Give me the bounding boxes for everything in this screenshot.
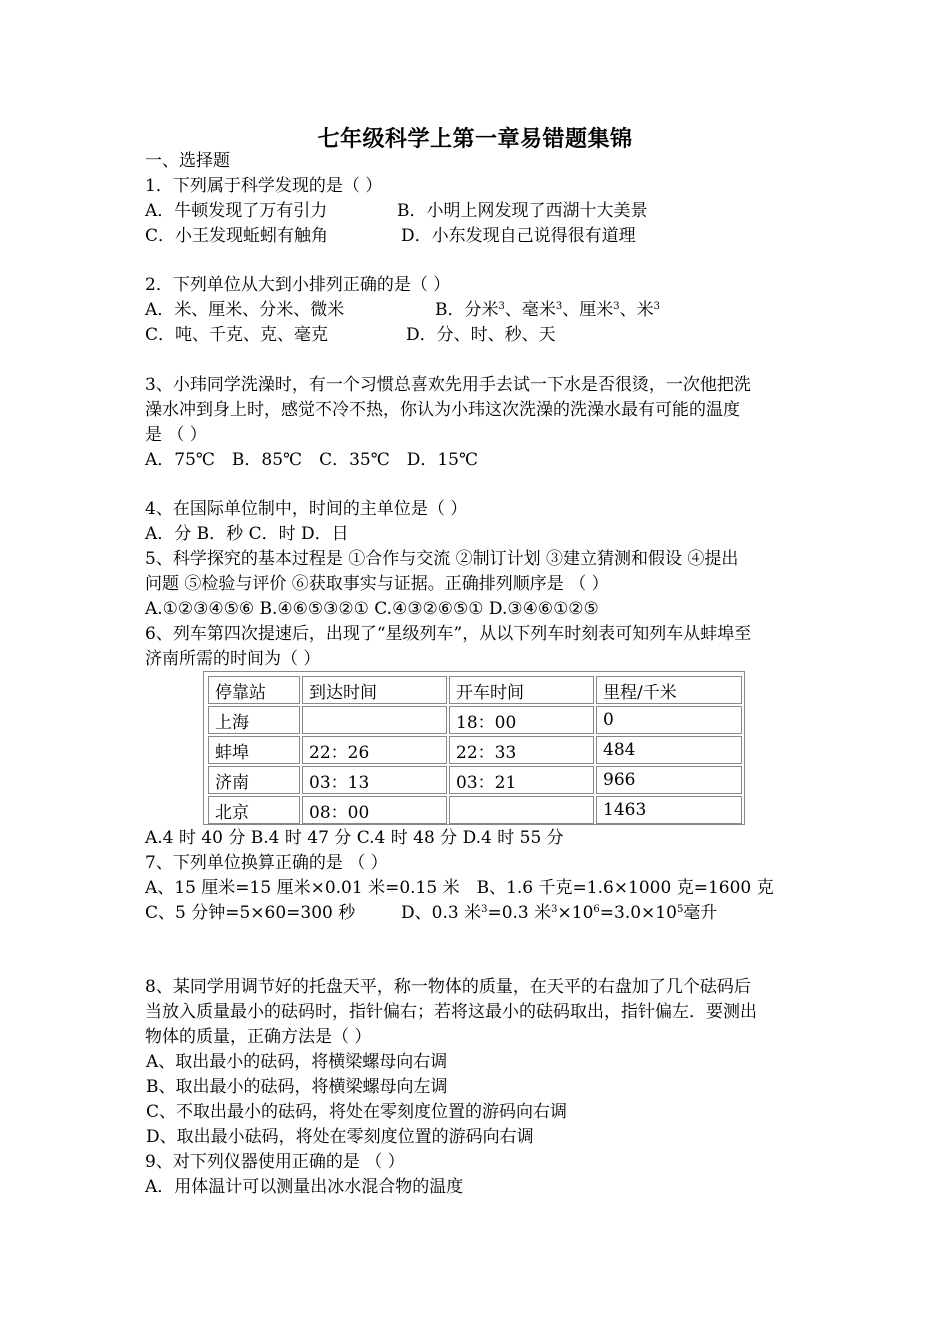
table-header-cell: 到达时间: [302, 676, 447, 704]
section-heading: 一、选择题: [145, 151, 230, 171]
q5-options: A.①②③④⑤⑥ B.④⑥⑤③②① C.④③②⑥⑤① D.③④⑥①②⑤: [145, 599, 599, 619]
q7-options-ab: A、15 厘米=15 厘米×0.01 米=0.15 米 B、1.6 千克=1.6×1000 克=1600 克: [145, 878, 774, 898]
q6-line-1: 6、列车第四次提速后，出现了“星级列车”，从以下列车时刻表可知列车从蚌埠至: [145, 624, 752, 644]
q7-stem: 7、下列单位换算正确的是 （ ）: [145, 853, 388, 873]
q3-line-1: 3、小玮同学洗澡时，有一个习惯总喜欢先用手去试一下水是否很烫，一次他把洗: [145, 375, 751, 395]
document-title: 七年级科学上第一章易错题集锦: [317, 126, 633, 152]
q1-options-ab: [145, 199, 648, 223]
q2-option-a: A．米、厘米、分米、微米: [145, 300, 345, 320]
q1-option-d: D．小东发现自己说得很有道理: [401, 226, 636, 246]
q3-options: A．75℃ B．85℃ C．35℃ D．15℃: [145, 450, 479, 470]
q8-option-d: D、取出最小砝码，将处在零刻度位置的游码向右调: [146, 1127, 534, 1147]
table-cell: [449, 796, 594, 824]
q7-option-d: D、0.3 米$^3$=0.3 米$^3\times 10^6=3.0\times 10^5$毫升: [401, 903, 718, 923]
q2-options-cd: [145, 323, 556, 347]
table-cell: 18：00: [449, 706, 594, 734]
train-timetable: [203, 671, 745, 825]
table-header-row: [208, 676, 742, 704]
q8-option-a: A、取出最小的砝码，将横梁螺母向右调: [146, 1052, 448, 1072]
q8-line-1: 8、某同学用调节好的托盘天平，称一物体的质量，在天平的右盘加了几个砝码后: [145, 977, 751, 997]
table-row: [208, 766, 742, 794]
q1-stem: 1．下列属于科学发现的是（ ）: [145, 176, 383, 196]
q8-line-2: 当放入质量最小的砝码时，指针偏右；若将这最小的砝码取出，指针偏左．要测出: [145, 1002, 757, 1022]
q1-option-a: A．牛顿发现了万有引力: [145, 201, 328, 221]
q1-option-b: B．小明上网发现了西湖十大美景: [397, 201, 648, 221]
q8-option-b: B、取出最小的砝码，将横梁螺母向左调: [146, 1077, 448, 1097]
table-cell: 上海: [208, 706, 300, 734]
table-cell: [302, 706, 447, 734]
table-cell: 济南: [208, 766, 300, 794]
q9-option-a: A．用体温计可以测量出冰水混合物的温度: [145, 1177, 464, 1197]
table-cell: 03：13: [302, 766, 447, 794]
table-row: [208, 736, 742, 764]
q3-line-2: 澡水冲到身上时，感觉不冷不热，你认为小玮这次洗澡的洗澡水最有可能的温度: [145, 400, 740, 420]
q4-options: A．分 B．秒 C．时 D．日: [145, 524, 349, 544]
table-cell: 北京: [208, 796, 300, 824]
q3-line-3: 是 （ ）: [145, 425, 207, 445]
table-row: [208, 796, 742, 824]
table-cell: 蚌埠: [208, 736, 300, 764]
q7-options-cd: [145, 901, 717, 925]
q6-options: A.4 时 40 分 B.4 时 47 分 C.4 时 48 分 D.4 时 55 分: [145, 828, 564, 848]
q5-line-1: 5、科学探究的基本过程是 ①合作与交流 ②制订计划 ③建立猜测和假设 ④提出: [145, 549, 739, 569]
q4-stem: 4、在国际单位制中，时间的主单位是（ ）: [145, 499, 468, 519]
q2-option-d: D．分、时、秒、天: [406, 325, 556, 345]
table-cell: 08：00: [302, 796, 447, 824]
table-cell: 484: [596, 736, 742, 764]
table-cell: 22：33: [449, 736, 594, 764]
q1-options-cd: [145, 224, 636, 248]
table-cell: 1463: [596, 796, 742, 824]
table-cell: 03：21: [449, 766, 594, 794]
q6-line-2: 济南所需的时间为（ ）: [145, 649, 321, 669]
q2-option-c: C．吨、千克、克、毫克: [145, 325, 329, 345]
q2-option-b: B．分米$^3$、毫米$^3$、厘米$^3$、米$^3$: [435, 300, 660, 320]
q8-option-c: C、不取出最小的砝码，将处在零刻度位置的游码向右调: [146, 1102, 568, 1122]
table-row: [208, 706, 742, 734]
q1-option-c: C．小王发现蚯蚓有触角: [145, 226, 329, 246]
table-cell: 966: [596, 766, 742, 794]
q7-option-c: C、5 分钟=5×60=300 秒: [145, 903, 356, 923]
table-header-cell: 停靠站: [208, 676, 300, 704]
q2-stem: 2．下列单位从大到小排列正确的是（ ）: [145, 275, 451, 295]
table-cell: 22：26: [302, 736, 447, 764]
table-cell: 0: [596, 706, 742, 734]
q8-line-3: 物体的质量，正确方法是（ ）: [145, 1027, 372, 1047]
table-header-cell: 开车时间: [449, 676, 594, 704]
table-header-cell: 里程/千米: [596, 676, 742, 704]
q2-options-ab: [145, 298, 660, 322]
q9-stem: 9、对下列仪器使用正确的是 （ ）: [145, 1152, 405, 1172]
q5-line-2: 问题 ⑤检验与评价 ⑥获取事实与证据。正确排列顺序是 （ ）: [145, 574, 609, 594]
